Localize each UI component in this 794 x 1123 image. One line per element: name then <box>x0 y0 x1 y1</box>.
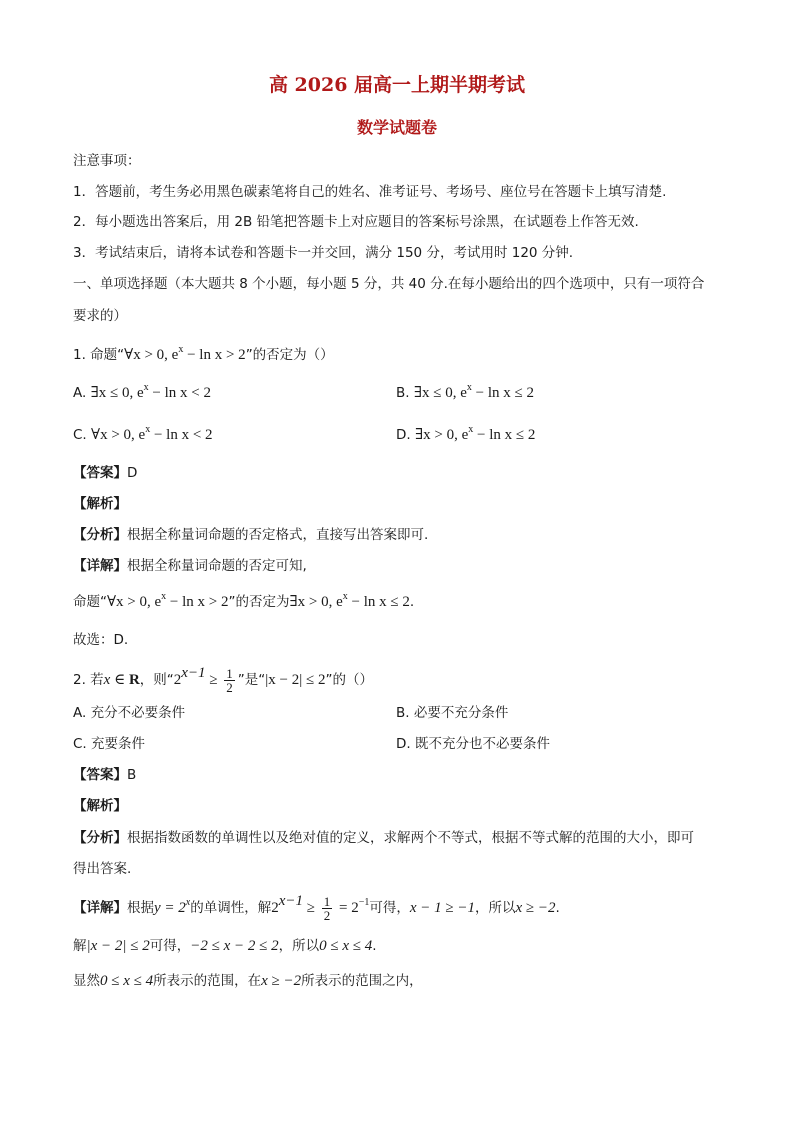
note-item-3: 3．考试结束后，请将本试卷和答题卡一并交回，满分 150 分，考试用时 120 分钟. <box>73 245 574 261</box>
option-label: B. <box>396 385 410 401</box>
m: y = 2 <box>154 900 186 916</box>
text: 显然 <box>73 973 100 989</box>
q1-fenxi <box>73 525 428 545</box>
q1-option-c-formula <box>91 424 213 443</box>
m: = 2 <box>335 900 359 916</box>
q1-stem-sup: x <box>178 344 184 355</box>
opt-math2: − ln x ≤ 2 <box>471 385 534 401</box>
q1-analysis-tag: 【解析】 <box>73 496 127 512</box>
q1-negation-line <box>73 592 414 612</box>
opt-sup: x <box>468 424 474 435</box>
sup: x <box>161 591 167 602</box>
note-item-2: 2．每小题选出答案后，用 2B 铅笔把答题卡上对应题目的答案标号涂黑，在试题卷上作答无效. <box>73 214 639 230</box>
xiangjie-tag: 【详解】 <box>73 900 127 916</box>
fraction <box>322 895 333 922</box>
math: x ∈ <box>103 672 129 688</box>
q2-fenxi-cont: 得出答案. <box>73 861 132 877</box>
q1-option-c[interactable] <box>73 425 213 445</box>
answer-tag: 【答案】 <box>73 767 127 783</box>
text: 根据 <box>127 900 154 916</box>
math: −2 ≤ x − 2 ≤ 2 <box>190 938 279 954</box>
math: |x − 2| ≤ 2 <box>265 672 326 688</box>
opt-math: ∃x > 0, e <box>414 427 469 443</box>
q1-option-d-formula <box>414 424 536 443</box>
q1-option-d[interactable] <box>396 425 535 445</box>
text: 解 <box>73 938 87 954</box>
q2-line-abs <box>73 936 377 956</box>
formula <box>335 897 370 916</box>
sup: −1 <box>358 897 370 908</box>
formula <box>271 893 319 916</box>
text: ，则“ <box>139 672 174 688</box>
q1-stem-math2: − ln x > 2 <box>183 347 246 363</box>
q1-stem-text: 1. 命题“ <box>73 347 125 363</box>
q1-xiangjie <box>73 556 307 576</box>
fenxi-tag: 【分析】 <box>73 830 127 846</box>
real-set: R <box>128 672 140 688</box>
formula <box>107 591 229 610</box>
q1-stem-math: ∀x > 0, e <box>124 347 179 363</box>
fenxi-text: 根据指数函数的单调性以及绝对值的定义，求解两个不等式，根据不等式解的范围的大小，即可 <box>127 830 694 846</box>
q2-analysis-tag: 【解析】 <box>73 798 127 814</box>
q1-stem-tail: ”的否定为（） <box>245 347 334 363</box>
q2-option-a[interactable]: A. 充分不必要条件 <box>73 705 186 721</box>
math: 0 ≤ x ≤ 4 <box>319 938 373 954</box>
answer-tag: 【答案】 <box>73 465 127 481</box>
q2-line-range <box>73 971 423 991</box>
sup: x−1 <box>278 893 304 909</box>
math: x ≥ −2 <box>261 973 302 989</box>
q2-option-c[interactable]: C. 充要条件 <box>73 736 146 752</box>
opt-sup: x <box>145 424 151 435</box>
opt-math2: − ln x < 2 <box>148 385 211 401</box>
xiangjie-text: 根据全称量词命题的否定可知, <box>127 558 307 574</box>
text: ”的（） <box>325 672 373 688</box>
opt-math: ∀x > 0, e <box>91 427 146 443</box>
exam-title: 高 2026 届高一上期半期考试 <box>268 74 526 96</box>
text: ，所以 <box>475 900 516 916</box>
text: ”的否定为 <box>228 594 290 610</box>
opt-math2: − ln x ≤ 2 <box>473 427 536 443</box>
text: . <box>409 594 415 610</box>
m: 2 <box>173 672 182 688</box>
q1-option-a[interactable] <box>73 383 211 403</box>
math: 0 ≤ x ≤ 4 <box>100 973 154 989</box>
q1-choose: 故选：D. <box>73 632 129 648</box>
math: |x − 2| ≤ 2 <box>86 938 150 954</box>
q2-option-b[interactable]: B. 必要不充分条件 <box>396 705 509 721</box>
den: 2 <box>226 679 233 695</box>
fenxi-text: 根据全称量词命题的否定格式，直接写出答案即可. <box>127 527 429 543</box>
num: 1 <box>226 665 233 681</box>
sup: x−1 <box>181 665 206 681</box>
sup: x <box>342 591 348 602</box>
text: 所表示的范围之内， <box>301 973 423 989</box>
opt-sup: x <box>466 382 472 393</box>
q2-fenxi <box>73 828 694 848</box>
m: ≥ <box>205 672 222 688</box>
m: 2 <box>271 900 279 916</box>
text: 可得， <box>369 900 410 916</box>
formula <box>289 591 410 610</box>
m: ∃x > 0, e <box>289 594 343 610</box>
m: − ln x > 2 <box>166 594 229 610</box>
formula <box>154 897 191 916</box>
q1-option-b[interactable] <box>396 383 534 403</box>
q1-option-a-formula <box>90 382 211 401</box>
note-item-1: 1．答题前，考生务必用黑色碳素笔将自己的姓名、准考证号、考场号、座位号在答题卡上填写清楚. <box>73 184 667 200</box>
opt-math: ∃x ≤ 0, e <box>90 385 144 401</box>
text: 所表示的范围，在 <box>153 973 262 989</box>
m: − ln x ≤ 2 <box>347 594 410 610</box>
opt-math: ∃x ≤ 0, e <box>413 385 467 401</box>
m: ≥ <box>303 900 319 916</box>
opt-math2: − ln x < 2 <box>150 427 213 443</box>
text: ”是“ <box>237 672 266 688</box>
text: . <box>555 900 560 916</box>
notes-heading: 注意事项： <box>73 153 141 169</box>
text: ，所以 <box>278 938 320 954</box>
formula <box>173 665 222 688</box>
num: 1 <box>323 893 331 909</box>
q2-stem <box>73 665 373 695</box>
answer-value: D <box>127 465 138 481</box>
q2-option-d[interactable]: D. 既不充分也不必要条件 <box>396 736 550 752</box>
text: 的单调性，解 <box>190 900 272 916</box>
text: . <box>372 938 377 954</box>
math: x ≥ −2 <box>515 900 556 916</box>
opt-sup: x <box>143 382 149 393</box>
option-label: A. <box>73 385 87 401</box>
q1-stem-formula <box>124 344 246 363</box>
q2-xiangjie <box>73 893 560 923</box>
q2-answer <box>73 765 136 785</box>
fraction <box>224 667 235 694</box>
exam-subtitle: 数学试题卷 <box>356 118 437 137</box>
option-label: C. <box>73 427 87 443</box>
math: x − 1 ≥ −1 <box>409 900 475 916</box>
fenxi-tag: 【分析】 <box>73 527 127 543</box>
q1-answer <box>73 463 137 483</box>
m: ∀x > 0, e <box>107 594 162 610</box>
section-heading-cont: 要求的） <box>73 308 127 324</box>
text: 2. 若 <box>73 672 104 688</box>
section-heading: 一、单项选择题（本大题共 8 个小题，每小题 5 分，共 40 分.在每小题给出的四个选项中，只有一项符合 <box>73 276 705 292</box>
q1-stem <box>73 345 334 365</box>
option-label: D. <box>396 427 411 443</box>
text: 可得， <box>149 938 191 954</box>
q1-option-b-formula <box>413 382 534 401</box>
sup: x <box>185 897 191 908</box>
den: 2 <box>323 907 331 923</box>
text: 命题“ <box>73 594 107 610</box>
xiangjie-tag: 【详解】 <box>73 558 127 574</box>
answer-value: B <box>127 767 137 783</box>
